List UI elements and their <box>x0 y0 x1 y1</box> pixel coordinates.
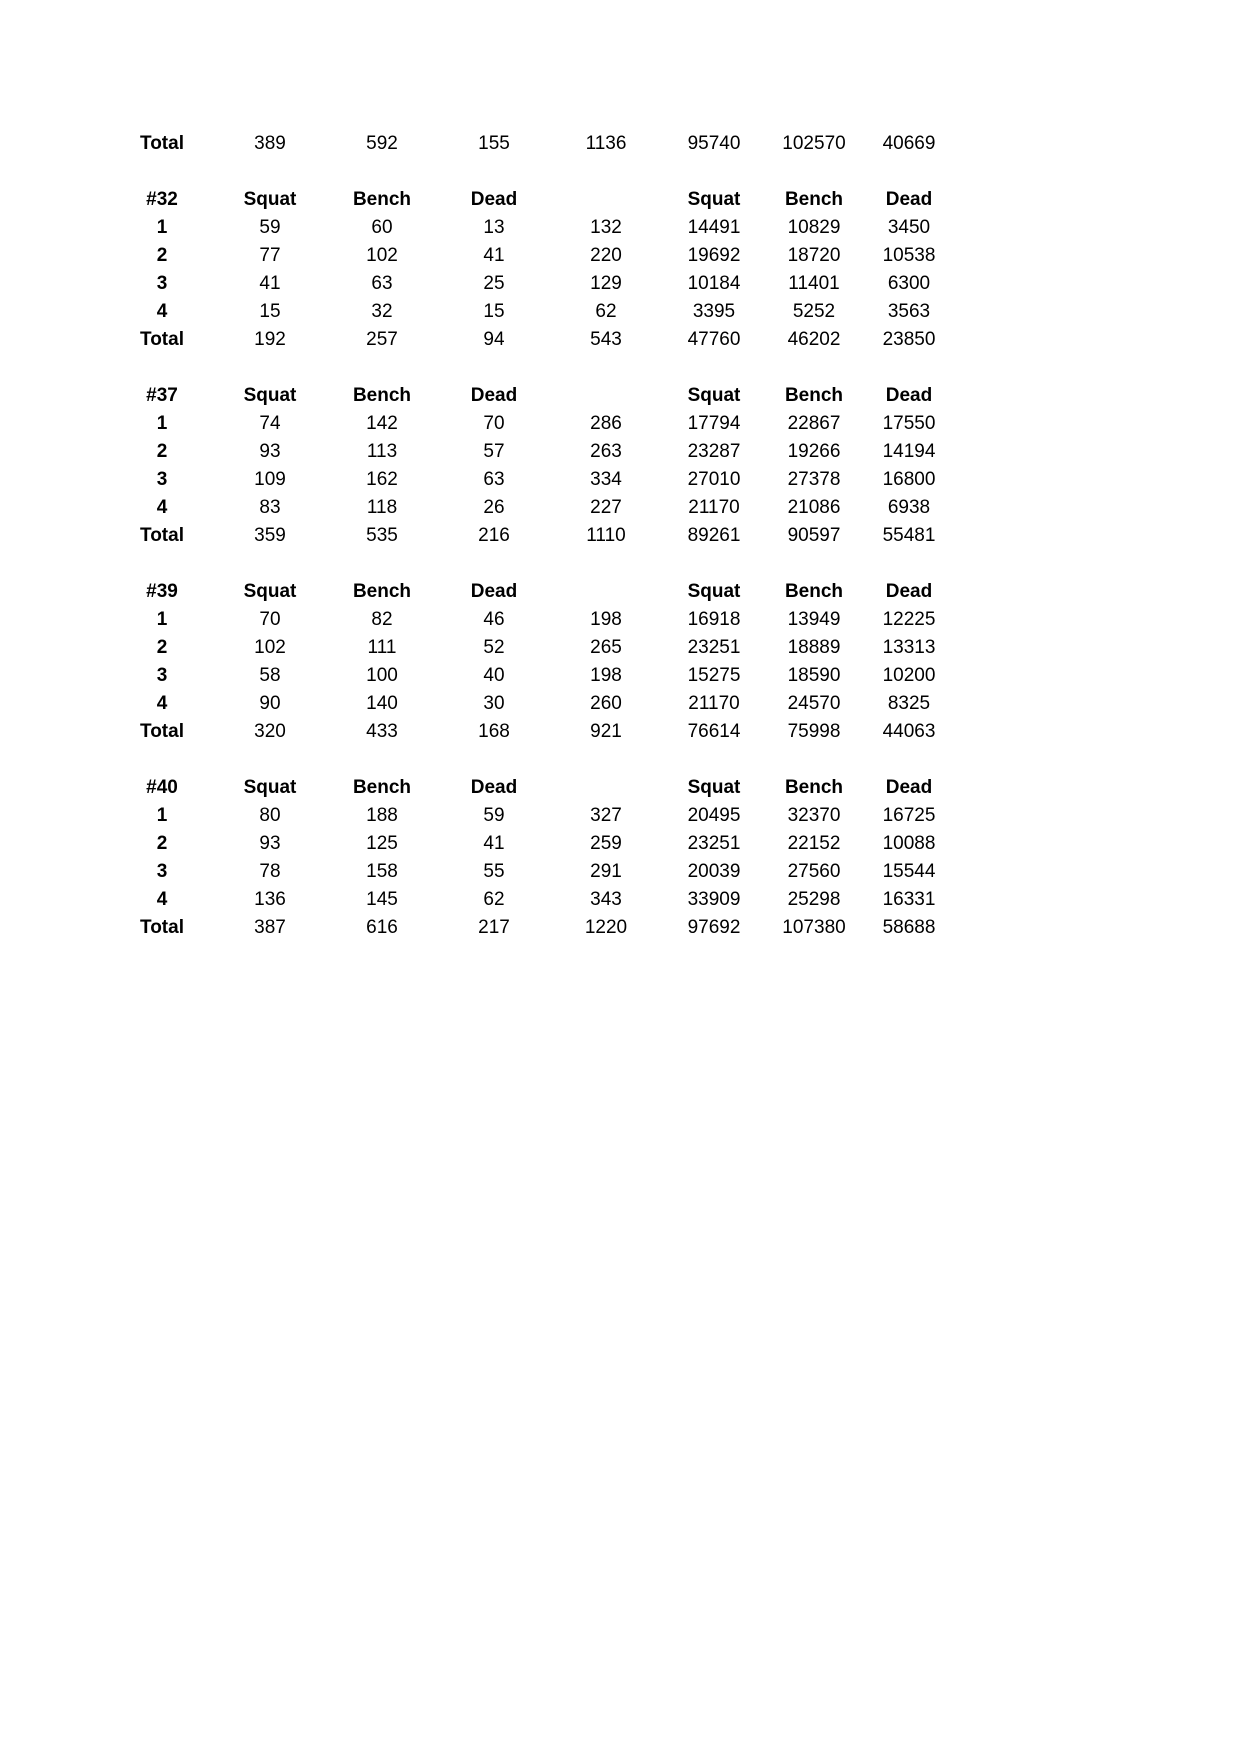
value-cell: 18590 <box>787 665 841 686</box>
spacer-row <box>110 158 956 186</box>
column-header-cell: Dead <box>885 385 933 406</box>
value-cell: 155 <box>478 133 510 154</box>
value-cell: 90 <box>259 693 281 714</box>
value-cell: 14194 <box>882 441 936 462</box>
value-cell: 20495 <box>687 805 741 826</box>
row-label-cell: 2 <box>156 833 168 854</box>
value-cell: 23287 <box>687 441 741 462</box>
value-cell: 11401 <box>788 273 840 294</box>
value-cell: 188 <box>366 805 398 826</box>
section-total-row <box>110 326 956 354</box>
value-cell: 19266 <box>787 441 841 462</box>
column-header-cell: Bench <box>784 385 844 406</box>
value-cell: 142 <box>366 413 398 434</box>
table-row <box>110 606 956 634</box>
column-header-cell <box>550 774 662 802</box>
value-cell: 259 <box>590 833 622 854</box>
value-cell: 334 <box>590 469 622 490</box>
row-label-cell: Total <box>140 917 184 938</box>
value-cell: 13949 <box>787 609 841 630</box>
value-cell: 343 <box>590 889 622 910</box>
value-cell: 227 <box>590 497 622 518</box>
value-cell: 616 <box>366 917 398 938</box>
value-cell: 21086 <box>787 497 841 518</box>
value-cell: 132 <box>590 217 622 238</box>
value-cell: 30 <box>483 693 505 714</box>
value-cell: 10184 <box>687 273 741 294</box>
value-cell: 77 <box>259 245 281 266</box>
value-cell: 62 <box>483 889 505 910</box>
column-header-cell: Squat <box>687 189 741 210</box>
value-cell: 25 <box>483 273 505 294</box>
value-cell: 82 <box>371 609 393 630</box>
spreadsheet-page <box>110 130 956 942</box>
table-row <box>110 242 956 270</box>
row-label-cell: 2 <box>156 441 168 462</box>
table-row <box>110 886 956 914</box>
value-cell: 13 <box>483 217 505 238</box>
value-cell: 220 <box>590 245 622 266</box>
column-header-cell <box>550 186 662 214</box>
value-cell: 97692 <box>687 917 741 938</box>
value-cell: 25298 <box>787 889 841 910</box>
table-row <box>110 494 956 522</box>
value-cell: 265 <box>590 637 622 658</box>
section-id-cell: #37 <box>146 385 178 406</box>
value-cell: 136 <box>254 889 286 910</box>
row-label-cell: Total <box>140 721 184 742</box>
value-cell: 93 <box>259 441 281 462</box>
value-cell: 55 <box>483 861 505 882</box>
value-cell: 14491 <box>687 217 741 238</box>
value-cell: 63 <box>371 273 393 294</box>
value-cell: 257 <box>366 329 398 350</box>
value-cell: 263 <box>590 441 622 462</box>
column-header-cell: Dead <box>885 581 933 602</box>
value-cell: 58 <box>259 665 281 686</box>
value-cell: 40669 <box>882 133 936 154</box>
value-cell: 107380 <box>782 917 846 938</box>
spacer-row <box>110 746 956 774</box>
row-label-cell: 1 <box>156 217 168 238</box>
value-cell: 113 <box>366 441 398 462</box>
table-row <box>110 298 956 326</box>
column-header-cell: Bench <box>784 189 844 210</box>
value-cell: 83 <box>259 497 281 518</box>
value-cell: 18889 <box>787 637 841 658</box>
value-cell: 16331 <box>882 889 936 910</box>
value-cell: 5252 <box>792 301 836 322</box>
value-cell: 27560 <box>787 861 841 882</box>
value-cell: 1220 <box>584 917 628 938</box>
value-cell: 16800 <box>882 469 936 490</box>
value-cell: 3450 <box>887 217 931 238</box>
value-cell: 921 <box>590 721 622 742</box>
table-row <box>110 214 956 242</box>
value-cell: 22867 <box>787 413 841 434</box>
column-header-cell: Squat <box>687 777 741 798</box>
row-label-cell: 3 <box>156 665 168 686</box>
column-header-cell: Dead <box>470 581 518 602</box>
value-cell: 21170 <box>688 497 740 518</box>
row-label-cell: 4 <box>156 497 168 518</box>
table-row <box>110 662 956 690</box>
column-header-cell: Bench <box>352 189 412 210</box>
value-cell: 543 <box>590 329 622 350</box>
row-label-cell: 3 <box>156 861 168 882</box>
value-cell: 16918 <box>687 609 741 630</box>
value-cell: 40 <box>483 665 505 686</box>
value-cell: 102570 <box>782 133 846 154</box>
value-cell: 15275 <box>687 665 741 686</box>
value-cell: 125 <box>366 833 398 854</box>
value-cell: 55481 <box>882 525 936 546</box>
value-cell: 15 <box>259 301 281 322</box>
value-cell: 23251 <box>687 637 741 658</box>
column-header-cell: Squat <box>243 189 297 210</box>
section-header-row <box>110 382 956 410</box>
value-cell: 327 <box>590 805 622 826</box>
column-header-cell: Bench <box>784 581 844 602</box>
value-cell: 12225 <box>882 609 936 630</box>
table-row <box>110 634 956 662</box>
row-label-cell: 2 <box>156 245 168 266</box>
value-cell: 20039 <box>687 861 741 882</box>
column-header-cell <box>550 578 662 606</box>
value-cell: 260 <box>590 693 622 714</box>
value-cell: 387 <box>254 917 286 938</box>
row-label-cell: Total <box>140 329 184 350</box>
row-label-cell: 1 <box>156 609 168 630</box>
row-label-cell: Total <box>140 525 184 546</box>
value-cell: 10829 <box>787 217 841 238</box>
value-cell: 26 <box>483 497 505 518</box>
value-cell: 198 <box>590 665 622 686</box>
value-cell: 24570 <box>787 693 841 714</box>
value-cell: 592 <box>366 133 398 154</box>
value-cell: 3563 <box>887 301 931 322</box>
table-row <box>110 466 956 494</box>
row-label-cell: 2 <box>156 637 168 658</box>
value-cell: 59 <box>483 805 505 826</box>
value-cell: 15 <box>483 301 505 322</box>
spacer-cell <box>110 158 956 186</box>
column-header-cell: Squat <box>687 385 741 406</box>
value-cell: 23850 <box>882 329 936 350</box>
value-cell: 389 <box>254 133 286 154</box>
spacer-row <box>110 354 956 382</box>
value-cell: 291 <box>590 861 622 882</box>
column-header-cell: Bench <box>352 581 412 602</box>
row-label-cell: 3 <box>156 469 168 490</box>
table-row <box>110 438 956 466</box>
value-cell: 46 <box>483 609 505 630</box>
value-cell: 1110 <box>586 525 626 546</box>
column-header-cell: Squat <box>243 581 297 602</box>
value-cell: 158 <box>366 861 398 882</box>
table-row <box>110 690 956 718</box>
value-cell: 70 <box>259 609 281 630</box>
value-cell: 359 <box>254 525 286 546</box>
value-cell: 70 <box>483 413 505 434</box>
value-cell: 44063 <box>882 721 936 742</box>
value-cell: 60 <box>371 217 393 238</box>
row-label-cell: Total <box>140 133 184 154</box>
spacer-row <box>110 550 956 578</box>
row-label-cell: 3 <box>156 273 168 294</box>
row-label-cell: 4 <box>156 301 168 322</box>
value-cell: 94 <box>483 329 505 350</box>
table-row <box>110 410 956 438</box>
table-row <box>110 830 956 858</box>
column-header-cell: Dead <box>885 189 933 210</box>
value-cell: 145 <box>366 889 398 910</box>
value-cell: 52 <box>483 637 505 658</box>
value-cell: 16725 <box>882 805 936 826</box>
section-header-row <box>110 774 956 802</box>
value-cell: 162 <box>366 469 398 490</box>
row-label-cell: 1 <box>156 805 168 826</box>
section-id-cell: #39 <box>146 581 178 602</box>
value-cell: 21170 <box>688 693 740 714</box>
table-row <box>110 802 956 830</box>
spacer-cell <box>110 354 956 382</box>
section-total-row <box>110 718 956 746</box>
value-cell: 17550 <box>882 413 936 434</box>
section-id-cell: #40 <box>146 777 178 798</box>
value-cell: 10538 <box>882 245 936 266</box>
value-cell: 93 <box>259 833 281 854</box>
value-cell: 129 <box>590 273 622 294</box>
value-cell: 102 <box>254 637 286 658</box>
row-label-cell: 4 <box>156 889 168 910</box>
value-cell: 41 <box>259 273 281 294</box>
value-cell: 140 <box>366 693 398 714</box>
value-cell: 22152 <box>787 833 841 854</box>
value-cell: 27378 <box>787 469 841 490</box>
value-cell: 19692 <box>687 245 741 266</box>
value-cell: 41 <box>483 833 505 854</box>
value-cell: 15544 <box>882 861 936 882</box>
value-cell: 286 <box>590 413 622 434</box>
column-header-cell: Bench <box>784 777 844 798</box>
column-header-cell: Dead <box>885 777 933 798</box>
value-cell: 3395 <box>692 301 736 322</box>
column-header-cell: Squat <box>243 777 297 798</box>
value-cell: 6300 <box>887 273 931 294</box>
column-header-cell: Dead <box>470 777 518 798</box>
value-cell: 198 <box>590 609 622 630</box>
value-cell: 62 <box>595 301 617 322</box>
value-cell: 58688 <box>882 917 936 938</box>
value-cell: 75998 <box>787 721 841 742</box>
value-cell: 63 <box>483 469 505 490</box>
value-cell: 8325 <box>887 693 931 714</box>
value-cell: 217 <box>478 917 510 938</box>
value-cell: 13313 <box>882 637 936 658</box>
column-header-cell: Dead <box>470 189 518 210</box>
value-cell: 32 <box>371 301 393 322</box>
value-cell: 320 <box>254 721 286 742</box>
spacer-cell <box>110 550 956 578</box>
value-cell: 33909 <box>687 889 741 910</box>
value-cell: 192 <box>254 329 286 350</box>
value-cell: 32370 <box>787 805 841 826</box>
row-label-cell: 1 <box>156 413 168 434</box>
table-row <box>110 858 956 886</box>
value-cell: 433 <box>366 721 398 742</box>
section-header-row <box>110 186 956 214</box>
value-cell: 100 <box>366 665 398 686</box>
section-id-cell: #32 <box>146 189 178 210</box>
value-cell: 10088 <box>882 833 936 854</box>
grand-total-row <box>110 130 956 158</box>
value-cell: 102 <box>366 245 398 266</box>
section-total-row <box>110 914 956 942</box>
row-label-cell: 4 <box>156 693 168 714</box>
value-cell: 17794 <box>687 413 741 434</box>
value-cell: 47760 <box>687 329 741 350</box>
value-cell: 78 <box>259 861 281 882</box>
column-header-cell: Squat <box>687 581 741 602</box>
value-cell: 109 <box>254 469 286 490</box>
value-cell: 168 <box>478 721 510 742</box>
value-cell: 6938 <box>887 497 931 518</box>
table-row <box>110 270 956 298</box>
value-cell: 216 <box>478 525 510 546</box>
value-cell: 74 <box>259 413 281 434</box>
value-cell: 118 <box>366 497 398 518</box>
lifting-stats-table <box>110 130 956 942</box>
value-cell: 89261 <box>687 525 741 546</box>
column-header-cell: Squat <box>243 385 297 406</box>
value-cell: 80 <box>259 805 281 826</box>
value-cell: 76614 <box>687 721 741 742</box>
value-cell: 57 <box>483 441 505 462</box>
spacer-cell <box>110 746 956 774</box>
value-cell: 59 <box>259 217 281 238</box>
value-cell: 535 <box>366 525 398 546</box>
value-cell: 46202 <box>787 329 841 350</box>
value-cell: 10200 <box>882 665 936 686</box>
value-cell: 90597 <box>787 525 841 546</box>
section-header-row <box>110 578 956 606</box>
column-header-cell: Bench <box>352 777 412 798</box>
section-total-row <box>110 522 956 550</box>
value-cell: 27010 <box>687 469 741 490</box>
value-cell: 111 <box>367 637 397 658</box>
value-cell: 95740 <box>687 133 741 154</box>
value-cell: 23251 <box>687 833 741 854</box>
column-header-cell: Dead <box>470 385 518 406</box>
value-cell: 18720 <box>787 245 841 266</box>
value-cell: 1136 <box>585 133 627 154</box>
column-header-cell <box>550 382 662 410</box>
value-cell: 41 <box>483 245 505 266</box>
column-header-cell: Bench <box>352 385 412 406</box>
stats-table-body <box>110 130 956 942</box>
